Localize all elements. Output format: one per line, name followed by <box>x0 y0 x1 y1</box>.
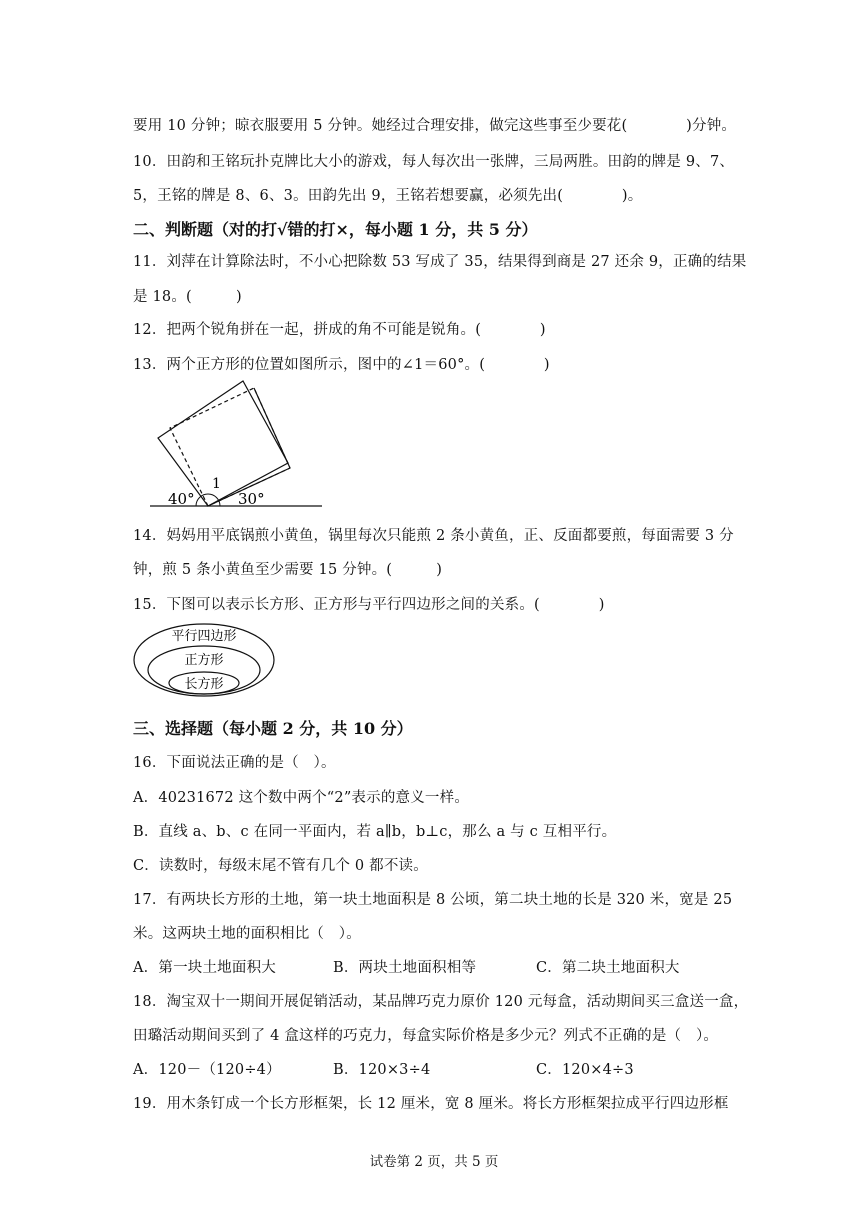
q18-option-c: C．120×4÷3 <box>536 1062 634 1078</box>
q13-text: 13．两个正方形的位置如图所示，图中的∠1＝60°。( ) <box>133 357 550 373</box>
q18-option-a: A．120－（120÷4） <box>133 1062 281 1078</box>
square-2-hidden-edge <box>170 388 290 506</box>
q17-text-2: 米。这两块土地的面积相比（ ）。 <box>133 926 361 942</box>
q19-text-1: 19．用木条钉成一个长方形框架，长 12 厘米，宽 8 厘米。将长方形框架拉成平行四边形框 <box>133 1096 729 1112</box>
section-3-heading: 三、选择题（每小题 2 分，共 10 分） <box>133 719 413 738</box>
q17-option-a: A．第一块土地面积大 <box>133 960 276 976</box>
angle-40-label: 40° <box>168 490 195 508</box>
angle-30-label: 30° <box>238 490 265 508</box>
q18-text-1: 18．淘宝双十一期间开展促销活动，某品牌巧克力原价 120 元每盒，活动期间买三盒送一盒， <box>133 994 749 1010</box>
square-2-edge <box>254 388 290 468</box>
q14-text-1: 14．妈妈用平底锅煎小黄鱼，锅里每次只能煎 2 条小黄鱼，正、反面都要煎，每面需要 3 分 <box>133 528 734 544</box>
q9-continued: 要用 10 分钟；晾衣服要用 5 分钟。她经过合理安排，做完这些事至少要花( )分钟。 <box>133 118 737 134</box>
q16-option-c: C．读数时，每级末尾不管有几个 0 都不读。 <box>133 858 428 874</box>
sets-diagram <box>132 620 277 700</box>
angle-1-label: 1 <box>212 476 221 492</box>
square-label: 正方形 <box>184 653 224 668</box>
q10-text-1: 10．田韵和王铭玩扑克牌比大小的游戏，每人每次出一张牌，三局两胜。田韵的牌是 9、7、 <box>133 154 735 170</box>
q18-text-2: 田璐活动期间买到了 4 盒这样的巧克力，每盒实际价格是多少元？列式不正确的是（ ）。 <box>133 1028 719 1044</box>
rectangle-label: 长方形 <box>184 677 224 692</box>
q17-option-c: C．第二块土地面积大 <box>536 960 680 976</box>
q18-option-b: B．120×3÷4 <box>333 1062 431 1078</box>
q16-option-a: A．40231672 这个数中两个“2”表示的意义一样。 <box>133 790 470 806</box>
q12-text: 12．把两个锐角拼在一起，拼成的角不可能是锐角。( ) <box>133 322 546 338</box>
q16-option-b: B．直线 a、b、c 在同一平面内，若 a∥b，b⊥c，那么 a 与 c 互相平行。 <box>133 824 617 840</box>
q14-text-2: 钟，煎 5 条小黄鱼至少需要 15 分钟。( ) <box>133 562 443 578</box>
two-squares-figure <box>140 378 340 513</box>
page-footer: 试卷第 2 页，共 5 页 <box>369 1154 499 1170</box>
q16-stem: 16．下面说法正确的是（ ）。 <box>133 755 336 771</box>
parallelogram-label: 平行四边形 <box>171 629 237 644</box>
square-1 <box>158 381 288 506</box>
q17-option-b: B．两块土地面积相等 <box>333 960 477 976</box>
q11-text-2: 是 18。( ) <box>133 289 242 305</box>
q10-text-2: 5，王铭的牌是 8、6、3。田韵先出 9，王铭若想要赢，必须先出( )。 <box>133 188 643 204</box>
q15-text: 15．下图可以表示长方形、正方形与平行四边形之间的关系。( ) <box>133 597 605 613</box>
section-2-heading: 二、判断题（对的打√错的打×，每小题 1 分，共 5 分） <box>133 220 538 239</box>
q17-text-1: 17．有两块长方形的土地，第一块土地面积是 8 公顷，第二块土地的长是 320 米，宽是 25 <box>133 892 733 908</box>
q11-text-1: 11．刘萍在计算除法时，不小心把除数 53 写成了 35，结果得到商是 27 还余 9，正确的结果 <box>133 254 747 270</box>
angle-arc <box>196 494 220 506</box>
